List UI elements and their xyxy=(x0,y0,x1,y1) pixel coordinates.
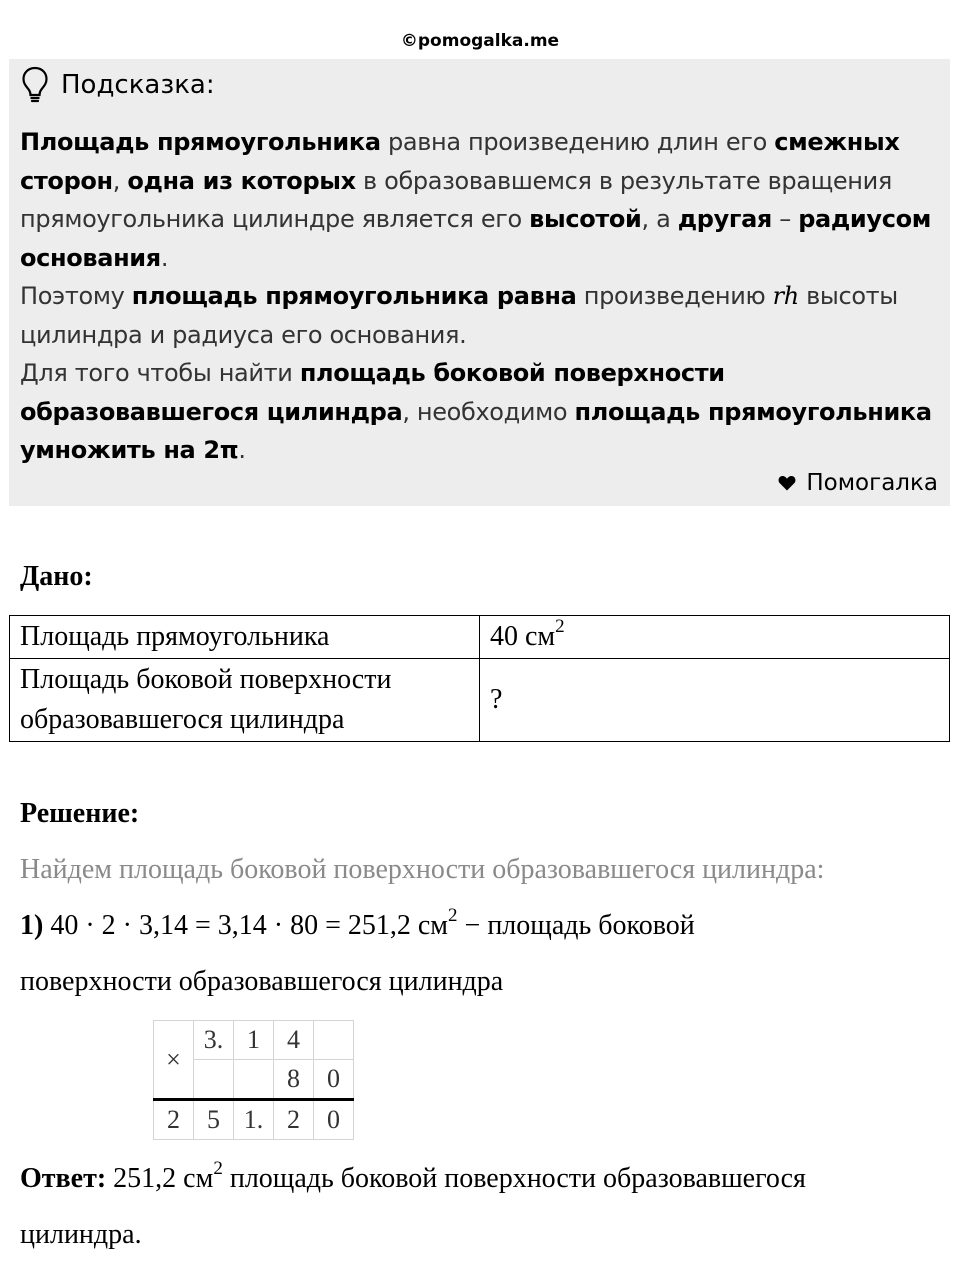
formula-rh: rh xyxy=(772,282,799,310)
calc-cell: 1. xyxy=(234,1100,274,1140)
superscript: 2 xyxy=(555,616,565,637)
brand-signature xyxy=(778,470,938,496)
hint-text: другая xyxy=(677,205,772,233)
calc-cell xyxy=(234,1060,274,1100)
solution-intro: Найдем площадь боковой поверхности образовавшегося цилиндра: xyxy=(20,854,825,885)
calc-cell: 3. xyxy=(194,1021,234,1060)
step-text: − площадь боковой xyxy=(457,910,695,941)
hint-text: площадь прямоугольника равна xyxy=(131,282,577,310)
hint-text: Для того чтобы найти xyxy=(20,359,300,387)
hint-text: смежных сторон xyxy=(20,128,900,195)
brand-name: Помогалка xyxy=(806,470,938,496)
hint-paragraph-2 xyxy=(20,277,940,354)
table-row xyxy=(10,616,950,659)
hint-paragraph-3 xyxy=(20,354,940,470)
given-label-line: образовавшегося цилиндра xyxy=(20,704,345,735)
step-number: 1) xyxy=(20,910,44,941)
answer-text: площадь боковой поверхности образовавшегося xyxy=(222,1163,806,1194)
hint-text: . xyxy=(238,436,246,464)
given-value xyxy=(480,616,950,659)
calc-cell xyxy=(194,1060,234,1100)
solution-step-1-continued: поверхности образовавшегося цилиндра xyxy=(20,966,504,997)
hint-text: Площадь прямоугольника xyxy=(20,128,381,156)
solution-heading: Решение: xyxy=(20,798,140,829)
hint-text: в образовавшемся в результате вращения прямоугольника цилиндре является его xyxy=(20,166,892,233)
heart-icon xyxy=(778,475,796,491)
superscript: 2 xyxy=(448,905,458,926)
calc-result-row xyxy=(154,1100,354,1140)
multiplication-grid xyxy=(153,1020,354,1140)
calc-cell: 2 xyxy=(154,1100,194,1140)
hint-text: Поэтому xyxy=(20,282,132,310)
given-label-line: Площадь боковой поверхности xyxy=(20,664,392,695)
hint-text: , xyxy=(112,166,128,195)
calc-row xyxy=(154,1021,354,1060)
given-heading: Дано: xyxy=(20,561,93,592)
calc-cell: 8 xyxy=(274,1060,314,1100)
calc-cell: 2 xyxy=(274,1100,314,1140)
given-label: Площадь прямоугольника xyxy=(10,616,480,659)
answer-value: 251,2 см xyxy=(106,1163,214,1194)
hint-text: радиусом основания xyxy=(20,205,931,272)
superscript: 2 xyxy=(213,1158,223,1179)
hint-header xyxy=(21,65,215,105)
hint-text: площадь прямоугольника умножить на 2π xyxy=(20,397,932,464)
hint-body xyxy=(20,123,940,470)
calc-cell xyxy=(314,1021,354,1060)
calc-cell: 0 xyxy=(314,1060,354,1100)
lightbulb-icon xyxy=(21,66,49,104)
calc-cell: 4 xyxy=(274,1021,314,1060)
answer xyxy=(20,1158,806,1195)
hint-text: произведению xyxy=(576,282,773,310)
hint-text: высоты цилиндра и радиуса его основания. xyxy=(20,282,898,349)
hint-box xyxy=(9,59,950,506)
hint-title: Подсказка: xyxy=(61,70,215,100)
hint-text: , необходимо xyxy=(402,397,575,426)
given-table xyxy=(9,615,950,742)
multiply-sign: × xyxy=(154,1021,194,1100)
hint-text: – xyxy=(772,205,799,233)
given-value-text: 40 см xyxy=(490,621,556,652)
solution-step-1 xyxy=(20,905,695,942)
answer-label: Ответ: xyxy=(20,1163,107,1194)
calc-cell: 1 xyxy=(234,1021,274,1060)
answer-continued: цилиндра. xyxy=(20,1219,142,1250)
step-expression: 40 · 2 · 3,14 = 3,14 · 80 = 251,2 см xyxy=(43,910,449,941)
hint-text: . xyxy=(160,243,169,272)
hint-text: равна произведению длин его xyxy=(380,128,775,156)
hint-text: высотой xyxy=(529,205,642,233)
calc-cell: 0 xyxy=(314,1100,354,1140)
hint-text: , а xyxy=(641,205,678,233)
hint-text: одна из которых xyxy=(127,166,356,195)
hint-paragraph-1 xyxy=(20,123,940,277)
given-label xyxy=(10,659,480,742)
given-value: ? xyxy=(480,659,950,742)
calc-cell: 5 xyxy=(194,1100,234,1140)
site-watermark: ©pomogalka.me xyxy=(400,31,560,51)
hint-text: площадь боковой поверхности образовавшегося цилиндра xyxy=(20,359,725,426)
table-row xyxy=(10,659,950,742)
